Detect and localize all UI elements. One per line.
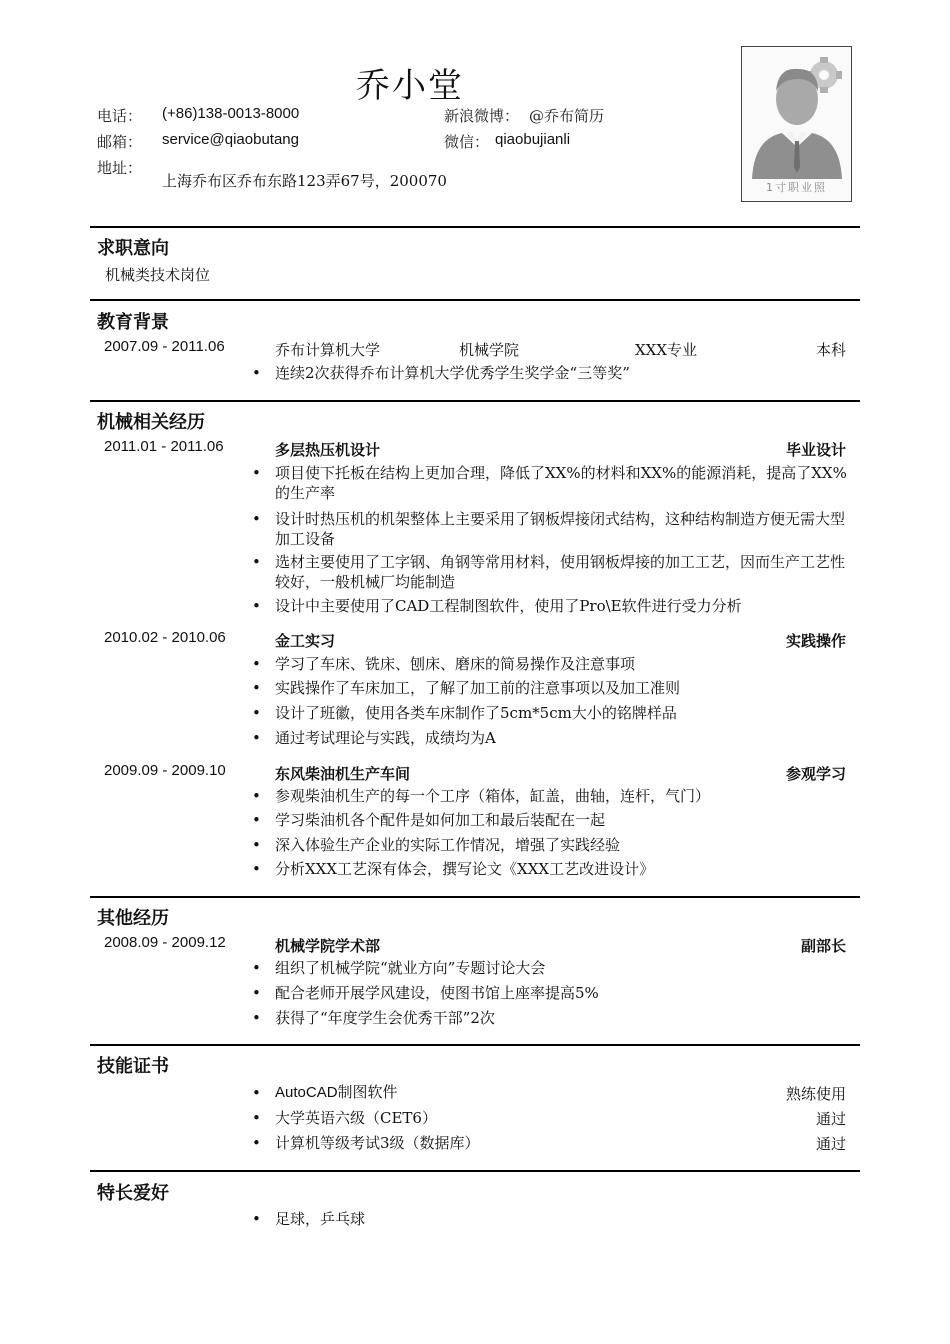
objective-text: 机械类技术岗位 bbox=[105, 266, 211, 284]
list-item: • 设计了班徽，使用各类车床制作了5cm*5cm大小的铭牌样品 bbox=[252, 704, 677, 722]
list-item: • 设计时热压机的机架整体上主要采用了钢板焊接闭式结构，这种结构制造方便无需大型加工设备 bbox=[252, 510, 846, 548]
mech-heading: 机械相关经历 bbox=[97, 412, 205, 433]
entry-role: 参观学习 bbox=[785, 765, 846, 783]
section-divider bbox=[90, 400, 860, 402]
skill-level: 通过 bbox=[815, 1110, 846, 1128]
person-silhouette-icon bbox=[742, 47, 851, 201]
list-item: • 学习了车床、铣床、刨床、磨床的简易操作及注意事项 bbox=[252, 655, 636, 673]
entry-date: 2008.09 - 2009.12 bbox=[104, 934, 226, 951]
weibo-value: @乔布简历 bbox=[529, 107, 605, 125]
wechat-value: qiaobujianli bbox=[495, 131, 571, 148]
list-item: • 项目使下托板在结构上更加合理，降低了XX%的材料和XX%的能源消耗，提高了XX%的生产率 bbox=[252, 464, 847, 502]
section-divider bbox=[90, 299, 860, 301]
weibo-label: 新浪微博： bbox=[444, 107, 520, 125]
list-item: • 通过考试理论与实践，成绩均为A bbox=[252, 729, 496, 747]
list-item: • 获得了“年度学生会优秀干部”2次 bbox=[252, 1009, 495, 1027]
profile-photo bbox=[741, 46, 852, 202]
list-item: • 连续2次获得乔布计算机大学优秀学生奖学金“三等奖” bbox=[252, 364, 630, 382]
wechat-label: 微信： bbox=[444, 133, 490, 151]
email-label: 邮箱： bbox=[97, 133, 143, 151]
entry-title: 多层热压机设计 bbox=[275, 441, 381, 459]
list-item: • 足球，乒乓球 bbox=[252, 1210, 366, 1228]
education-college: 机械学院 bbox=[459, 341, 520, 359]
list-item: • 深入体验生产企业的实际工作情况，增强了实践经验 bbox=[252, 836, 621, 854]
photo-caption: 1寸职业照 bbox=[766, 181, 827, 194]
education-degree: 本科 bbox=[815, 341, 846, 359]
skill-level: 熟练使用 bbox=[785, 1085, 846, 1103]
education-major: XXX专业 bbox=[635, 341, 698, 359]
section-divider bbox=[90, 1044, 860, 1046]
address-value: 上海乔布区乔布东路123弄67号，200070 bbox=[162, 172, 447, 190]
education-heading: 教育背景 bbox=[97, 312, 169, 333]
phone-label: 电话： bbox=[97, 107, 143, 125]
list-item: • 组织了机械学院“就业方向”专题讨论大会 bbox=[252, 959, 546, 977]
entry-role: 毕业设计 bbox=[785, 441, 846, 459]
section-divider bbox=[90, 226, 860, 228]
hobbies-heading: 特长爱好 bbox=[97, 1183, 169, 1204]
entry-role: 副部长 bbox=[800, 937, 846, 955]
list-item: • 选材主要使用了工字钢、角钢等常用材料，使用钢板焊接的加工工艺，因而生产工艺性较好，一般机械厂均能制造 bbox=[252, 553, 846, 591]
skill-level: 通过 bbox=[815, 1135, 846, 1153]
entry-role: 实践操作 bbox=[785, 632, 846, 650]
education-school: 乔布计算机大学 bbox=[275, 341, 381, 359]
list-item: • 实践操作了车床加工，了解了加工前的注意事项以及加工准则 bbox=[252, 679, 681, 697]
list-item: • 分析XXX工艺深有体会，撰写论文《XXX工艺改进设计》 bbox=[252, 860, 655, 878]
entry-date: 2011.01 - 2011.06 bbox=[104, 438, 224, 455]
resume-name: 乔小堂 bbox=[356, 66, 464, 106]
entry-title: 机械学院学术部 bbox=[275, 937, 381, 955]
section-divider bbox=[90, 1170, 860, 1172]
entry-title: 金工实习 bbox=[275, 632, 336, 650]
address-label: 地址： bbox=[97, 159, 143, 177]
list-item: • 参观柴油机生产的每一个工序（箱体，缸盖，曲轴，连杆，气门） bbox=[252, 787, 711, 805]
other-heading: 其他经历 bbox=[97, 908, 169, 929]
list-item: • 学习柴油机各个配件是如何加工和最后装配在一起 bbox=[252, 811, 606, 829]
list-item: • 配合老师开展学风建设，使图书馆上座率提高5% bbox=[252, 984, 599, 1002]
phone-value: (+86)138-0013-8000 bbox=[162, 105, 300, 122]
skills-heading: 技能证书 bbox=[97, 1056, 169, 1077]
list-item: • 设计中主要使用了CAD工程制图软件，使用了Pro\E软件进行受力分析 bbox=[252, 597, 742, 615]
email-value: service@qiaobutang bbox=[162, 131, 299, 148]
entry-date: 2010.02 - 2010.06 bbox=[104, 629, 226, 646]
education-date: 2007.09 - 2011.06 bbox=[104, 338, 225, 355]
entry-date: 2009.09 - 2009.10 bbox=[104, 762, 226, 779]
entry-title: 东风柴油机生产车间 bbox=[275, 765, 411, 783]
skill-item: • 大学英语六级（CET6） bbox=[252, 1109, 437, 1127]
skill-item: • AutoCAD制图软件 bbox=[252, 1084, 398, 1102]
skill-item: • 计算机等级考试3级（数据库） bbox=[252, 1134, 480, 1152]
objective-heading: 求职意向 bbox=[97, 238, 169, 259]
section-divider bbox=[90, 896, 860, 898]
